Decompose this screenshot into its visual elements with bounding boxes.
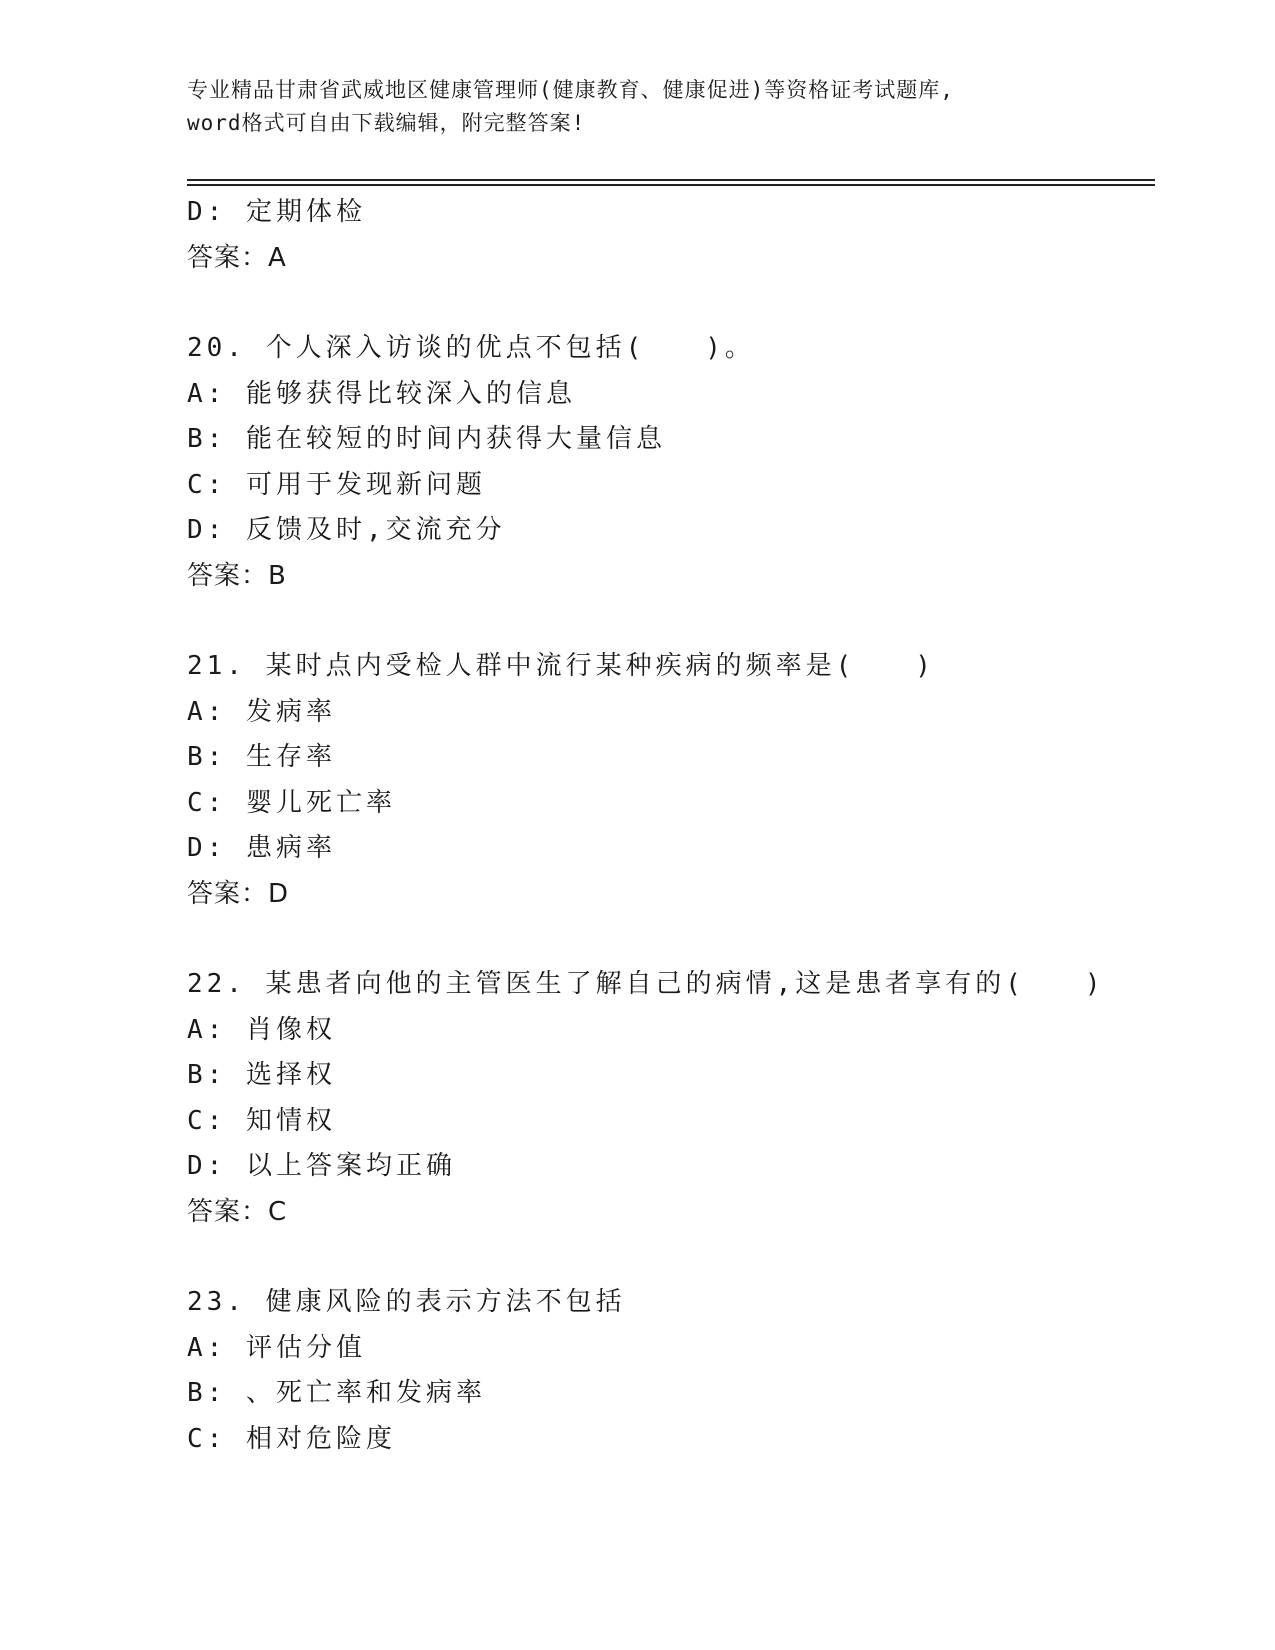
answer-line: 答案：C bbox=[187, 1196, 288, 1227]
spacer bbox=[187, 917, 1147, 962]
question-20 bbox=[187, 326, 1147, 599]
header-divider-bottom bbox=[187, 184, 1155, 186]
option-c: C: 婴儿死亡率 bbox=[187, 787, 396, 818]
question-21 bbox=[187, 644, 1147, 917]
spacer bbox=[187, 281, 1147, 326]
option-a: A: 发病率 bbox=[187, 696, 336, 727]
question-22 bbox=[187, 962, 1147, 1235]
question-stem: 21. 某时点内受检人群中流行某种疾病的频率是( ) bbox=[187, 651, 935, 681]
option-c: C: 知情权 bbox=[187, 1105, 336, 1136]
spacer bbox=[187, 599, 1147, 644]
question-list bbox=[187, 190, 1147, 1462]
question-23 bbox=[187, 1280, 1147, 1462]
option-d: D: 定期体检 bbox=[187, 197, 366, 227]
question-stem: 22. 某患者向他的主管医生了解自己的病情,这是患者享有的( ) bbox=[187, 969, 1105, 999]
previous-question-tail bbox=[187, 190, 1147, 281]
header-line-2: word格式可自由下载编辑，附完整答案! bbox=[187, 111, 586, 135]
answer-line: 答案：D bbox=[187, 878, 290, 909]
option-d: D: 以上答案均正确 bbox=[187, 1151, 456, 1181]
option-a: A: 肖像权 bbox=[187, 1014, 336, 1045]
header-divider-top bbox=[187, 179, 1155, 181]
question-stem: 20. 个人深入访谈的优点不包括( )。 bbox=[187, 333, 755, 363]
option-c: C: 相对危险度 bbox=[187, 1423, 396, 1454]
option-c: C: 可用于发现新问题 bbox=[187, 469, 486, 500]
spacer bbox=[187, 1235, 1147, 1280]
option-d: D: 反馈及时,交流充分 bbox=[187, 515, 506, 545]
option-a: A: 能够获得比较深入的信息 bbox=[187, 378, 576, 409]
option-b: B: 、死亡率和发病率 bbox=[187, 1378, 486, 1408]
option-a: A: 评估分值 bbox=[187, 1332, 366, 1363]
option-b: B: 能在较短的时间内获得大量信息 bbox=[187, 424, 666, 454]
document-header bbox=[187, 74, 1087, 140]
answer-line: 答案：A bbox=[187, 242, 287, 273]
answer-line: 答案：B bbox=[187, 560, 287, 591]
option-d: D: 患病率 bbox=[187, 833, 336, 863]
option-b: B: 选择权 bbox=[187, 1060, 336, 1090]
header-line-1: 专业精品甘肃省武威地区健康管理师(健康教育、健康促进)等资格证考试题库, bbox=[187, 78, 954, 102]
question-stem: 23. 健康风险的表示方法不包括 bbox=[187, 1287, 626, 1317]
option-b: B: 生存率 bbox=[187, 742, 336, 772]
